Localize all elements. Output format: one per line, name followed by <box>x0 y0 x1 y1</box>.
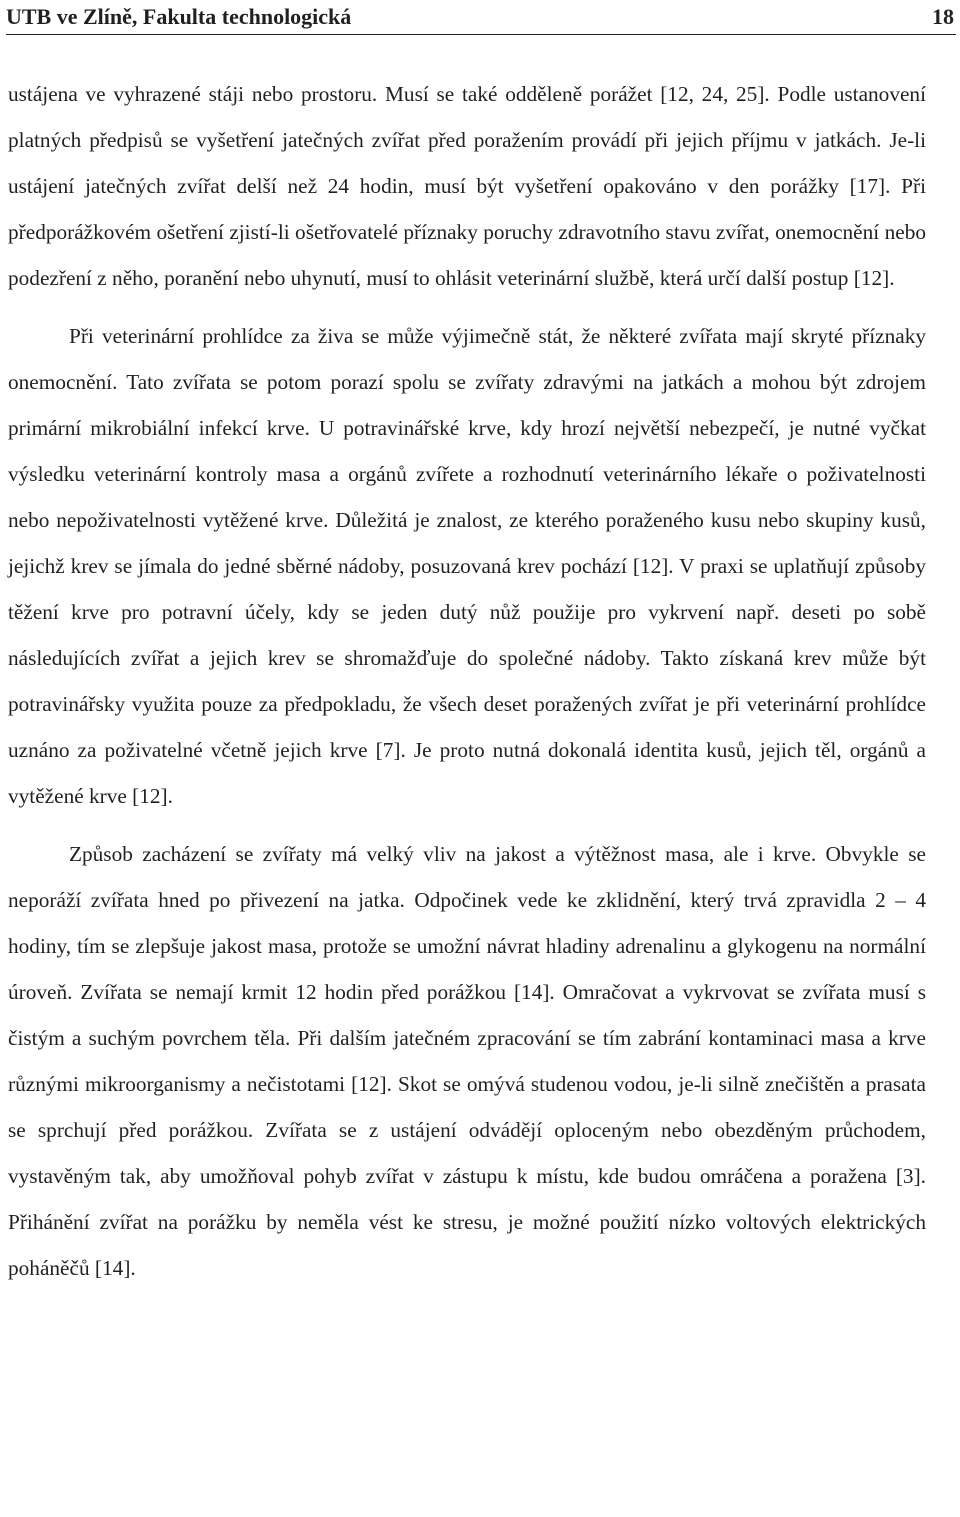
paragraph: Při veterinární prohlídce za živa se může výjimečně stát, že některé zvířata mají skryté příznaky onemocnění. Tato zvířata se potom porazí spolu se zvířaty zdravými na jatkách a mohou být zdrojem primární mikrobiální infekcí krve. U potravinářské krve, kdy hrozí největší nebezpečí, je nutné vyčkat výsledku veterinární kontroly masa a orgánů zvířete a rozhodnutí veterinárního lékaře o poživatelnosti nebo nepoživatelnosti vytěžené krve. Důležitá je znalost, ze kterého poraženého kusu nebo skupiny kusů, jejichž krev se jímala do jedné sběrné nádoby, posuzovaná krev pochází [12]. V praxi se uplatňují způsoby těžení krve pro potravní účely, kdy se jeden dutý nůž použije pro vykrvení např. deseti po sobě následujících zvířat a jejich krev se shromažďuje do společné nádoby. Takto získaná krev může být potravinářsky využita pouze za předpokladu, že všech deset poražených zvířat je při veterinární prohlídce uznáno za poživatelné včetně jejich krve [7]. Je proto nutná dokonalá identita kusů, jejich těl, orgánů a vytěžené krve [12]. <box>8 324 926 808</box>
page-header <box>6 0 956 35</box>
paragraph: ustájena ve vyhrazené stáji nebo prostoru. Musí se také odděleně porážet [12, 24, 25]. Podle ustanovení platných předpisů se vyšetření jatečných zvířat před poražením provádí při jejich příjmu v jatkách. Je-li ustájení jatečných zvířat delší než 24 hodin, musí být vyšetření opakováno v den porážky [17]. Při předporážkovém ošetření zjistí-li ošetřovatelé příznaky poruchy zdravotního stavu zvířat, onemocnění nebo podezření z něho, poranění nebo uhynutí, musí to ohlásit veterinární službě, která určí další postup [12]. <box>8 82 926 290</box>
page-number: 18 <box>932 4 954 29</box>
header-title: UTB ve Zlíně, Fakulta technologická <box>6 4 352 29</box>
paragraph: Způsob zacházení se zvířaty má velký vliv na jakost a výtěžnost masa, ale i krve. Obvykle se neporáží zvířata hned po přivezení na jatka. Odpočinek vede ke zklidnění, který trvá zpravidla 2 – 4 hodiny, tím se zlepšuje jakost masa, protože se umožní návrat hladiny adrenalinu a glykogenu na normální úroveň. Zvířata se nemají krmit 12 hodin před porážkou [14]. Omračovat a vykrvovat se zvířata musí s čistým a suchým povrchem těla. Při dalším jatečném zpracování se tím zabrání kontaminaci masa a krve různými mikroorganismy a nečistotami [12]. Skot se omývá studenou vodou, je-li silně znečištěn a prasata se sprchují před porážkou. Zvířata se z ustájení odvádějí oploceným nebo obezděným průchodem, vystavěným tak, aby umožňoval pohyb zvířat v zástupu k místu, kde budou omráčena a poražena [3]. Přihánění zvířat na porážku by neměla vést ke stresu, je možné použití nízko voltových elektrických poháněčů [14]. <box>8 842 926 1280</box>
document-body <box>8 71 926 1291</box>
